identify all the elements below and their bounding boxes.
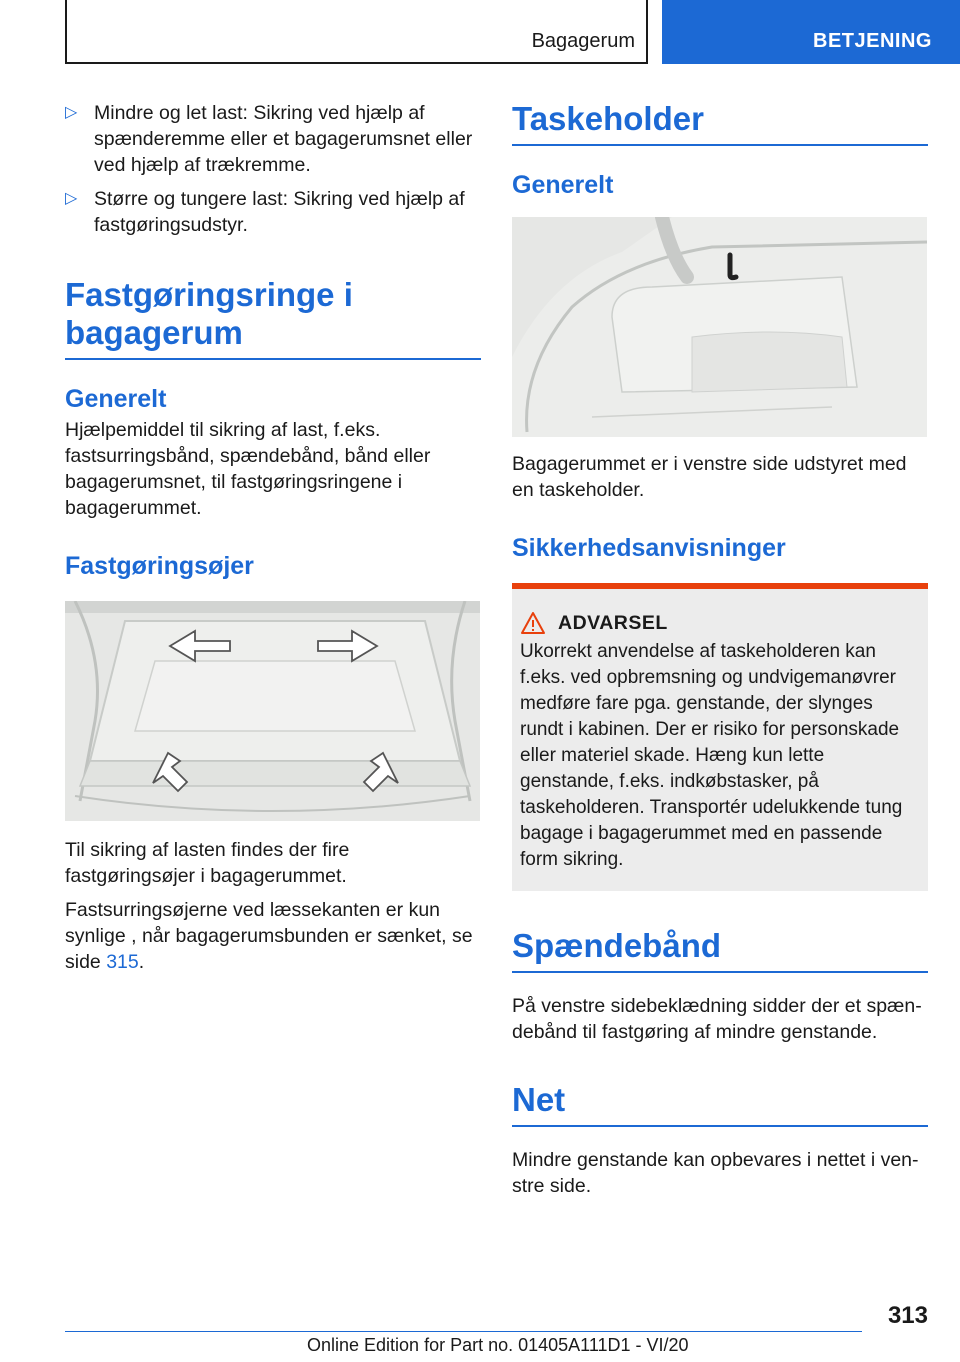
paragraph-generelt: Hjælpemiddel til sikring af last, f.eks. fastsurringsbånd, spændebånd, bånd eller bagagerumsnet, til fastgøringsringene i bagagerummet.: [65, 419, 431, 519]
page-reference-link[interactable]: 315: [106, 951, 139, 973]
page-number: 313: [887, 1302, 928, 1329]
footer-divider: [65, 1331, 862, 1332]
header-chapter-tab[interactable]: BETJENING: [662, 0, 960, 64]
warning-box: [512, 583, 928, 891]
bullet-item: [65, 186, 481, 238]
header-section-title: Bagagerum: [531, 30, 635, 52]
paragraph-laessekant-end: .: [138, 951, 145, 973]
paragraph-laessekant: [65, 897, 481, 975]
warning-text: Ukorrekt anvendelse af taskeholderen kan f.eks. ved opbremsning og undvigemanøvrer medføre fare pga. genstande, der slynges rundt i kabinen. Der er risiko for personskade eller materiel skade. Hæng kun lette genstande, f.eks. indkøbstasker, på taskeholderen. Transportér udelukkende tung bagage i bagagerummet med en passende form sikring.: [520, 641, 903, 870]
heading-fastgoringsojer: Fastgøringsøjer: [65, 552, 254, 580]
warning-title: ADVARSEL: [558, 611, 668, 634]
paragraph-net: Mindre genstande kan opbevares i nettet i venstre side.: [512, 1149, 919, 1197]
paragraph-laessekant-text: Fastsurringsøjerne ved læssekanten er kun synlige , når bagagerumsbunden er sænket, se side: [65, 899, 473, 973]
bullet-item: [65, 100, 481, 178]
left-column: [65, 100, 481, 975]
paragraph-ojer: Til sikring af lasten findes der fire fastgøringsøjer i bagagerummet.: [65, 839, 350, 887]
bag-holder-image: [512, 217, 927, 437]
heading-generelt: Generelt: [65, 385, 167, 413]
paragraph-taskeholder: Bagagerummet er i venstre side udstyret med en taskeholder.: [512, 453, 907, 501]
heading-sikkerhedsanvisninger: Sikkerhedsanvisninger: [512, 534, 786, 562]
warning-triangle-icon: [520, 611, 546, 635]
footer-edition: Online Edition for Part no. 01405A111D1 - VI/20: [307, 1335, 689, 1355]
bullet-text: Mindre og let last: Sikring ved hjælp af spænderemme eller et bagagerumsnet eller ved hjælp af trækremme.: [94, 102, 473, 176]
trunk-rings-illustration: [65, 601, 480, 821]
heading-taskeholder: Taskeholder: [512, 100, 928, 146]
heading-fastgoringsringe: Fastgøringsringe i bagagerum: [65, 276, 481, 360]
heading-spaendebaand: Spændebånd: [512, 927, 928, 973]
heading-generelt-right: Generelt: [512, 171, 614, 199]
right-column: [512, 100, 928, 1199]
heading-net: Net: [512, 1081, 928, 1127]
triangle-bullet-icon: ▷: [65, 104, 78, 121]
trunk-floor-image: [65, 601, 480, 821]
bag-holder-illustration: [512, 217, 927, 437]
triangle-bullet-icon: ▷: [65, 190, 78, 207]
bullet-text: Større og tungere last: Sikring ved hjælp af fastgøringsudstyr.: [94, 188, 465, 236]
paragraph-spaendebaand: På venstre sidebeklædning sidder der et spændebånd til fastgøring af mindre genstande.: [512, 995, 922, 1043]
warning-header: [520, 611, 920, 635]
